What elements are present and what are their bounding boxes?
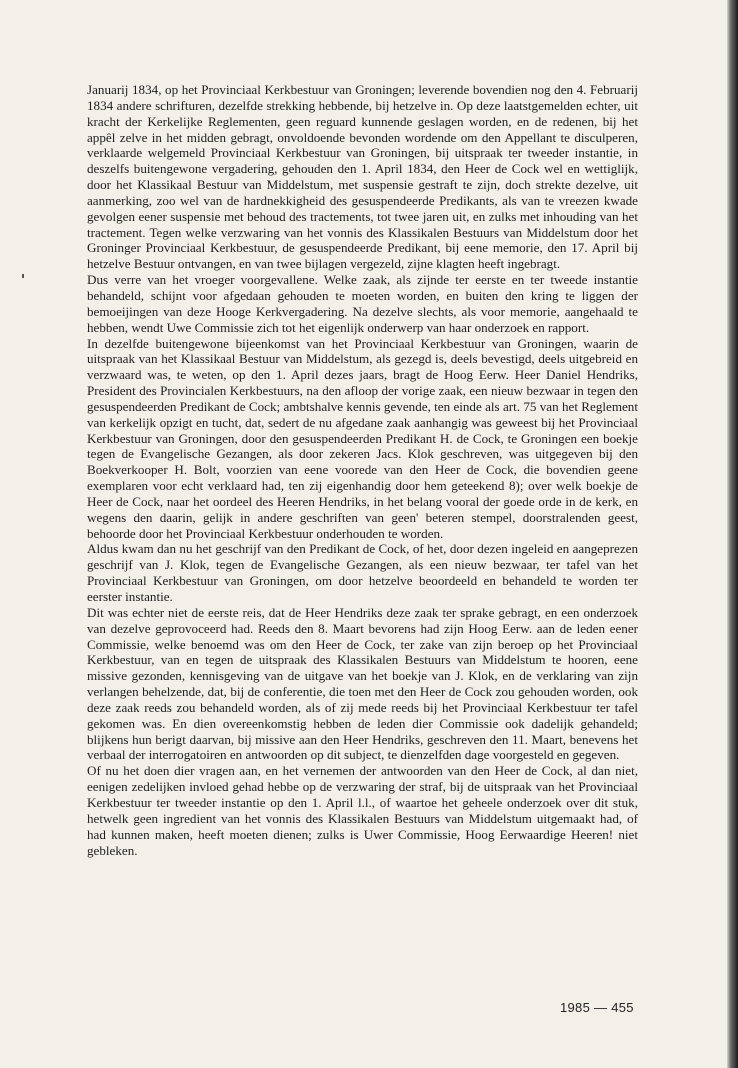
paragraph: Januarij 1834, op het Provinciaal Kerkbestuur van Groningen; leverende bovendien nog den 4. Februarij 1834 andere schrifturen, dezelfde strekking hebbende, bij hetzelve in. Op deze laatstgemelden echter, uit kracht der Kerkelijke Reglementen, geen reguard kunnende geslagen worden, en de redenen, bij het appêl zelve in het midden gebragt, onvoldoende bevonden wordende om den Appellant te disculperen, verklaarde welgemeld Provinciaal Kerkbestuur van Groningen, bij uitspraak ter tweeder instantie, in deszelfs buitengewone vergadering, gehouden den 1. April 1834, den Heer de Cock wel en wettiglijk, door het Klassikaal Bestuur van Middelstum, met suspensie gestraft te zijn, doch strekte dezelve, uit aanmerking, zoo wel van de hardnekkigheid des gesuspendeerde Predikants, als van te vreezen kwade gevolgen eener suspensie met behoud des tractements, tot twee jaren uit, en zulks met inhouding van het tractement. Tegen welke verzwaring van het vonnis des Klassikalen Bestuurs van Middelstum door het Groninger Provinciaal Kerkbestuur, de gesuspendeerde Predikant, bij eene memorie, den 17. April bij hetzelve Bestuur ontvangen, en van twee bijlagen vergezeld, zijne klagten heeft ingebragt. <box>87 82 638 272</box>
paragraph: Aldus kwam dan nu het geschrijf van den Predikant de Cock, of het, door dezen ingeleid en aangeprezen geschrijf van J. Klok, tegen de Evangelische Gezangen, als een nieuw bezwaar, ter tafel van het Provinciaal Kerkbestuur van Groningen, om door hetzelve beoordeeld en behandeld te worden ter eerster instantie. <box>87 541 638 604</box>
page-edge <box>727 0 738 1068</box>
paragraph: Of nu het doen dier vragen aan, en het vernemen der antwoorden van den Heer de Cock, al dan niet, eenigen zedelijken invloed gehad hebbe op de verzwaring der straf, bij de uitspraak van het Provinciaal Kerkbestuur ter tweeder instantie op den 1. April l.l., of waartoe het geheele onderzoek over dit stuk, hetwelk geen ingredient van het vonnis des Klassikalen Bestuurs van Middelstum uitgemaakt had, of had kunnen maken, heeft moeten dienen; zulks is Uwer Commissie, Hoog Eerwaardige Heeren! niet gebleken. <box>87 763 638 858</box>
body-text <box>87 82 638 858</box>
margin-mark <box>22 274 24 278</box>
paragraph: Dit was echter niet de eerste reis, dat de Heer Hendriks deze zaak ter sprake gebragt, en een onderzoek van dezelve geprovoceerd had. Reeds den 8. Maart bevorens had zijn Hoog Eerw. aan de leden eener Commissie, welke benoemd was om den Heer de Cock, ter zake van zijn beroep op het Provinciaal Kerkbestuur, van en tegen de uitspraak des Klassikalen Bestuurs van Middelstum te hooren, eene missive gezonden, kennisgeving van de uitgave van het boekje van J. Klok, en de verklaring van zijn verlangen behelzende, dat, bij de conferentie, die toen met den Heer de Cock zou gehouden worden, ook deze zaak reeds zou behandeld worden, als of zij mede reeds bij het Provinciaal Kerkbestuur ter tafel gekomen was. En dien overeenkomstig hebben de leden dier Commissie ook dadelijk gehandeld; blijkens hun berigt daarvan, bij missive aan den Heer Hendriks, geschreven den 11. Maart, benevens het verbaal der interrogatoiren en antwoorden op dit subject, te dienzelfden dage voorgesteld en gegeven. <box>87 604 638 763</box>
page-number: 1985 — 455 <box>560 1000 634 1015</box>
paragraph: In dezelfde buitengewone bijeenkomst van het Provinciaal Kerkbestuur van Groningen, waarin de uitspraak van het Klassikaal Bestuur van Middelstum, als gezegd is, deels bevestigd, deels uitgebreid en verzwaard was, te weten, op den 1. April dezes jaars, bragt de Hoog Eerw. Heer Daniel Hendriks, President des Provincialen Kerkbestuurs, na den afloop der vorige zaak, een nieuw bezwaar in tegen den gesuspendeerden Predikant de Cock; ambtshalve kennis gevende, ten einde als art. 75 van het Reglement van kerkelijk opzigt en tucht, dat, sedert de nu afgedane zaak aanhangig was geweest bij het Provinciaal Kerkbestuur van Groningen, door den gesuspendeerden Predikant H. de Cock, te Groningen een boekje tegen de Evangelische Gezangen, als door zekeren Jacs. Klok geschreven, was uitgegeven bij den Boekverkooper H. Bolt, voorzien van eene voorede van den Heer de Cock, die bovendien geene exemplaren voor echt verklaard had, ten zij eigenhandig door hem geteekend 8); over welk boekje de Heer de Cock, naar het oordeel des Heeren Hendriks, in het belang vooral der goede orde in de kerk, en wegens den daarin, gelijk in andere geschriften van geen' beteren stempel, doorstralenden geest, behoorde door het Provinciaal Kerkbestuur onderhouden te worden. <box>87 335 638 541</box>
paragraph: Dus verre van het vroeger voorgevallene. Welke zaak, als zijnde ter eerste en ter tweede instantie behandeld, schijnt voor afgedaan gehouden te moeten worden, en buiten den kring te liggen der bemoeijingen van deze Hooge Kerkvergadering. Na dezelve slechts, als voor memorie, aangehaald te hebben, wendt Uwe Commissie zich tot het eigenlijk onderwerp van haar onderzoek en rapport. <box>87 272 638 335</box>
